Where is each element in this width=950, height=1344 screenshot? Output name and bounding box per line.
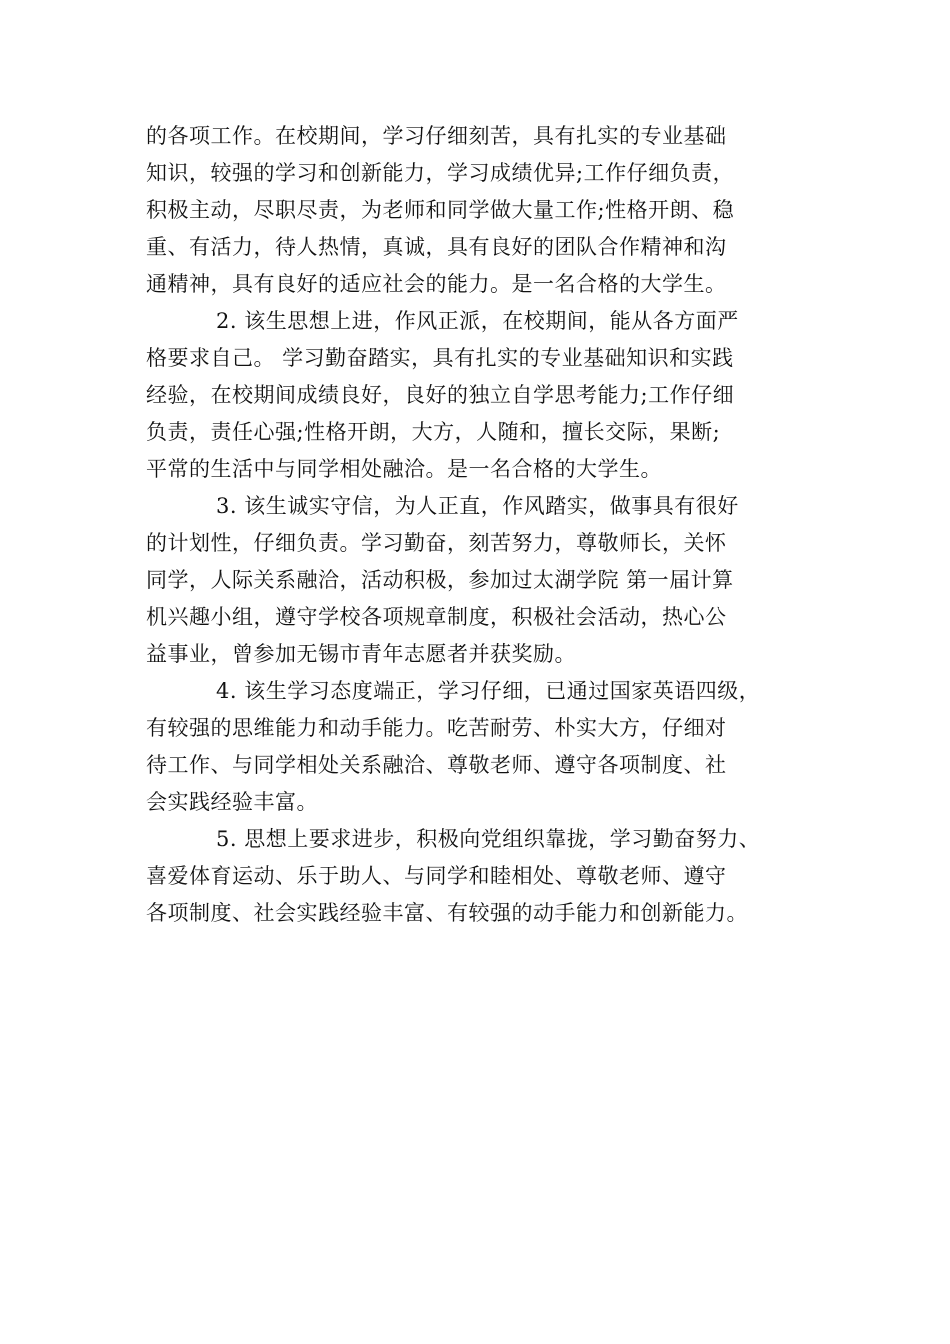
document-body	[146, 118, 846, 932]
text-line: 机兴趣小组，遵守学校各项规章制度，积极社会活动，热心公	[146, 605, 727, 629]
text-line: 重、有活力，待人热情，真诚，具有良好的团队合作精神和沟	[146, 235, 727, 259]
paragraph-start-line: 5. 思想上要求进步，积极向党组织靠拢，学习勤奋努力、	[216, 827, 761, 851]
paragraph-start-line: 2. 该生思想上进，作风正派，在校期间，能从各方面严	[216, 309, 739, 333]
text-line: 同学，人际关系融洽，活动积极，参加过太湖学院 第一届计算	[146, 568, 734, 592]
text-line: 待工作、与同学相处关系融洽、尊敬老师、遵守各项制度、社	[146, 753, 727, 777]
text-line: 喜爱体育运动、乐于助人、与同学和睦相处、尊敬老师、遵守	[146, 864, 727, 888]
text-line: 有较强的思维能力和动手能力。吃苦耐劳、朴实大方，仔细对	[146, 716, 727, 740]
text-line: 平常的生活中与同学相处融洽。是一名合格的大学生。	[146, 457, 662, 481]
text-line: 会实践经验丰富。	[146, 790, 318, 814]
text-line: 经验，在校期间成绩良好，良好的独立自学思考能力;工作仔细	[146, 383, 735, 407]
text-line: 的计划性，仔细负责。学习勤奋，刻苦努力，尊敬师长，关怀	[146, 531, 727, 555]
text-line: 各项制度、社会实践经验丰富、有较强的动手能力和创新能力。	[146, 901, 748, 925]
text-line: 的各项工作。在校期间，学习仔细刻苦，具有扎实的专业基础	[146, 124, 727, 148]
paragraph-start-line: 3. 该生诚实守信，为人正直，作风踏实，做事具有很好	[216, 494, 739, 518]
text-line: 格要求自己。 学习勤奋踏实，具有扎实的专业基础知识和实践	[146, 346, 734, 370]
paragraph-start-line: 4. 该生学习态度端正，学习仔细，已通过国家英语四级，	[216, 679, 761, 703]
text-line: 益事业，曾参加无锡市青年志愿者并获奖励。	[146, 642, 576, 666]
text-line: 负责，责任心强;性格开朗，大方，人随和，擅长交际，果断;	[146, 420, 721, 444]
text-line: 知识，较强的学习和创新能力，学习成绩优异;工作仔细负责，	[146, 161, 735, 185]
text-line: 通精神，具有良好的适应社会的能力。是一名合格的大学生。	[146, 272, 727, 296]
text-line: 积极主动，尽职尽责，为老师和同学做大量工作;性格开朗、稳	[146, 198, 735, 222]
